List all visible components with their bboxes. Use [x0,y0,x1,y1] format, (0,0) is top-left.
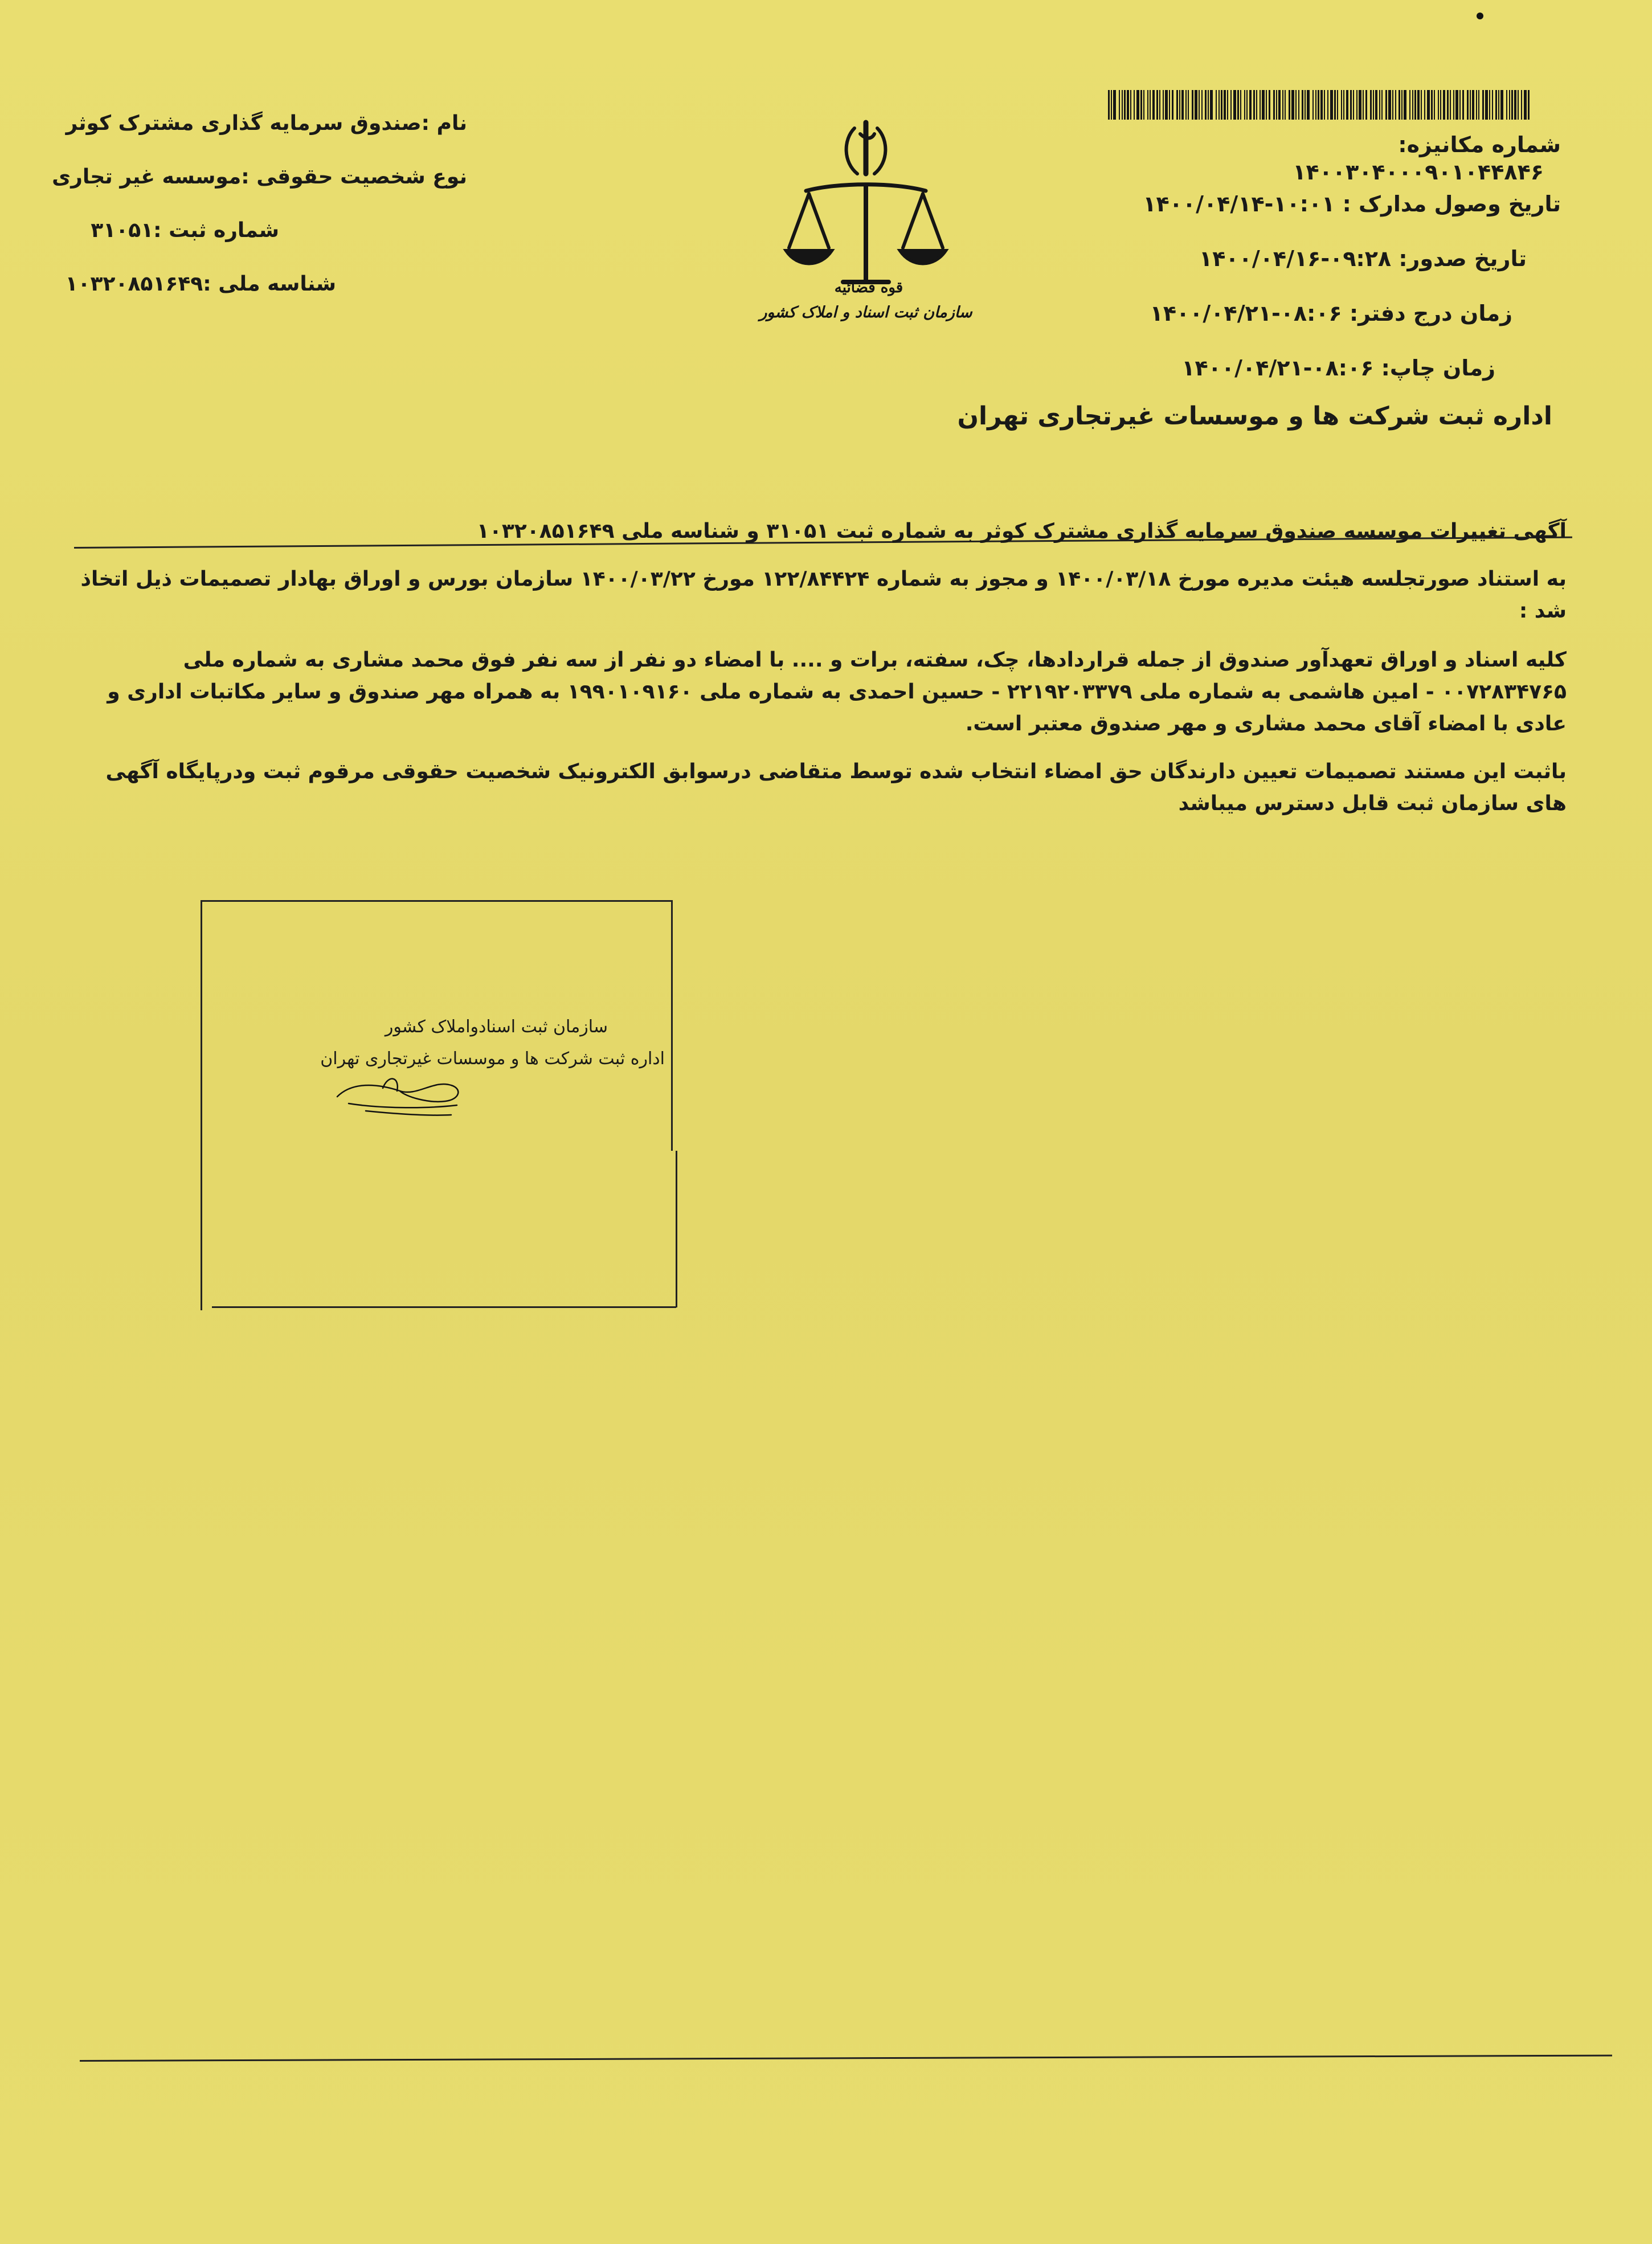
entity-national-id: شناسه ملی :۱۰۳۲۰۸۵۱۶۴۹ [65,272,336,296]
printed-time-label: زمان چاپ: [1381,355,1495,381]
emblem-top-text: قوه قضائیه [834,279,903,296]
mechanized-number-label: شماره مکانیزه: [1398,132,1561,157]
issued-date-label: تاریخ صدور: [1399,246,1527,271]
document-metadata [1048,131,1561,409]
printed-time-row [1048,354,1495,382]
announcement-registration-note: باثبت این مستند تصمیمات تعیین دارندگان حق امضاء انتخاب شده توسط متقاضی درسوابق الکترونیک شخصیت حقوقی مرقوم ثبت ودرپایگاه آگهی های سازمان ثبت قابل دسترس میباشد [105,760,1567,815]
announcement-basis: به استناد صورتجلسه هیئت مدیره مورخ ۱۴۰۰/۰۳/۱۸ و مجوز به شماره ۱۲۲/۸۴۴۲۴ مورخ ۱۴۰۰/۰۳/۲۲ سازمان بورس و اوراق بهادار تصمیمات ذیل اتخاذ شد : [80,567,1567,623]
office-title: اداره ثبت شرکت ها و موسسات غیرتجاری تهران [957,402,1552,431]
announcement-heading: آگهی تغییرات موسسه صندوق سرمایه گذاری مشترک کوثر به شماره ثبت ۳۱۰۵۱ و شناسه ملی ۱۰۳۲۰۸۵۱۶۴۹ [476,520,1567,543]
entity-name: نام :صندوق سرمایه گذاری مشترک کوثر [66,112,467,135]
entity-info [52,111,467,325]
logged-time-row [1048,300,1512,327]
mechanized-number-row [1048,131,1561,186]
received-date-label: تاریخ وصول مدارک : [1342,191,1561,216]
barcode [1108,90,1541,120]
stamp-box-border [201,900,202,1310]
judiciary-emblem-logo [758,111,974,322]
footer-divider [80,2055,1612,2062]
received-date-row [1048,190,1561,218]
received-date-value: ۱۴۰۰/۰۴/۱۴-۱۰:۰۱ [1143,191,1335,216]
mechanized-number-value: ۱۴۰۰۳۰۴۰۰۰۹۰۱۰۴۴۸۴۶ [1293,160,1544,185]
stamp-line-organization: سازمان ثبت اسنادواملاک کشور [385,1017,608,1037]
stamp-box-border [671,900,673,1151]
printed-time-value: ۱۴۰۰/۰۴/۲۱-۰۸:۰۶ [1181,355,1374,381]
stamp-box-border [201,900,671,902]
ink-dot [1477,13,1483,19]
entity-type: نوع شخصیت حقوقی :موسسه غیر تجاری [52,165,467,189]
issued-date-row [1048,245,1527,272]
stamp-line-office: اداره ثبت شرکت ها و موسسات غیرتجاری تهران [320,1049,665,1069]
stamp-box-border [676,1151,677,1307]
issued-date-value: ۱۴۰۰/۰۴/۱۶-۰۹:۲۸ [1199,246,1392,271]
announcement-body [74,516,1567,828]
stamp-box-border [212,1306,676,1308]
handwritten-signature [314,1057,502,1119]
logged-time-value: ۱۴۰۰/۰۴/۲۱-۰۸:۰۶ [1150,301,1342,326]
entity-registration: شماره ثبت :۳۱۰۵۱ [91,219,279,242]
announcement-decision: کلیه اسناد و اوراق تعهدآور صندوق از جمله قراردادها، چک، سفته، برات و .... با امضاء دو نفر از سه نفر فوق محمد مشاری به شماره ملی ۰۰۷۲۸۳۴۷۶۵ - امین هاشمی به شماره ملی ۲۲۱۹۲۰۳۳۷۹ - حسین احمدی به شماره ملی ۱۹۹۰۱۰۹۱۶۰ به همراه مهر صندوق و سایر مکاتبات اداری و عادی با امضاء آقای محمد مشاری و مهر صندوق معتبر است. [107,648,1567,735]
emblem-bottom-text: سازمان ثبت اسناد و املاک کشور [759,304,972,321]
logged-time-label: زمان درج دفتر: [1349,301,1512,326]
official-stamp-box [201,900,673,1322]
